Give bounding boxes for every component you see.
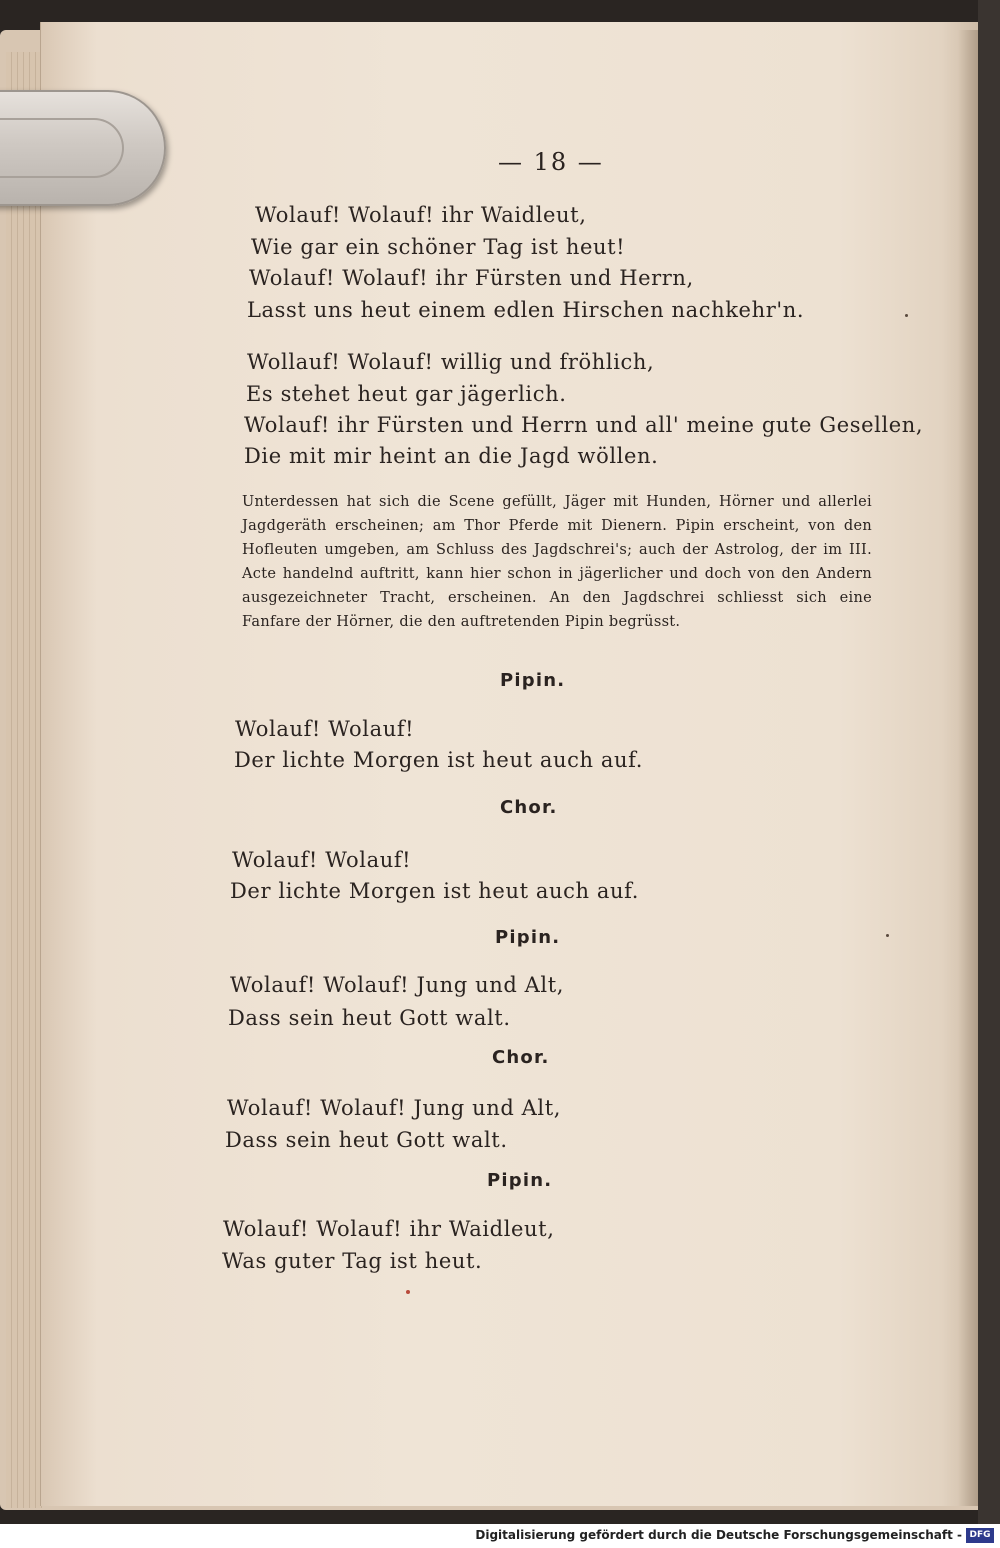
verse-line: Wolauf! ihr Fürsten und Herrn und all' meine gute Gesellen, bbox=[244, 413, 924, 437]
verse-line: Wolauf! Wolauf! bbox=[232, 848, 412, 872]
page-edges bbox=[6, 52, 42, 1508]
speaker-name: Pipin. bbox=[500, 670, 566, 691]
verse-line: Der lichte Morgen ist heut auch auf. bbox=[234, 748, 644, 772]
verse-line: Die mit mir heint an die Jagd wöllen. bbox=[244, 444, 659, 468]
verse-line: Dass sein heut Gott walt. bbox=[228, 1006, 511, 1030]
verse-line: Was guter Tag ist heut. bbox=[222, 1249, 483, 1273]
ink-speck bbox=[406, 1290, 410, 1294]
verse-line: Wolauf! Wolauf! ihr Fürsten und Herrn, bbox=[249, 266, 694, 290]
speaker-name: Chor. bbox=[492, 1047, 550, 1068]
ink-speck bbox=[905, 314, 908, 317]
page-number: — 18 — bbox=[498, 148, 604, 176]
verse-line: Wolauf! Wolauf! ihr Waidleut, bbox=[255, 203, 587, 227]
speaker-name: Pipin. bbox=[487, 1170, 553, 1191]
paper-clip-inner bbox=[0, 118, 124, 178]
verse-line: Lasst uns heut einem edlen Hirschen nachkehr'n. bbox=[247, 298, 805, 322]
verse-line: Wolauf! Wolauf! Jung und Alt, bbox=[227, 1096, 562, 1120]
dfg-logo: DFG bbox=[966, 1528, 994, 1543]
verse-line: Wolauf! Wolauf! bbox=[235, 717, 415, 741]
speaker-name: Chor. bbox=[500, 797, 558, 818]
paper-clip bbox=[0, 90, 166, 206]
verse-line: Wolauf! Wolauf! Jung und Alt, bbox=[230, 973, 565, 997]
verse-line: Wolauf! Wolauf! ihr Waidleut, bbox=[223, 1217, 555, 1241]
verse-line: Wollauf! Wolauf! willig und fröhlich, bbox=[247, 350, 655, 374]
verse-line: Der lichte Morgen ist heut auch auf. bbox=[230, 879, 640, 903]
verse-line: Dass sein heut Gott walt. bbox=[225, 1128, 508, 1152]
ink-speck bbox=[886, 934, 889, 937]
verse-line: Wie gar ein schöner Tag ist heut! bbox=[251, 235, 626, 259]
footer-credit: Digitalisierung gefördert durch die Deutsche Forschungsgemeinschaft - bbox=[475, 1528, 962, 1542]
stage-direction: Unterdessen hat sich die Scene gefüllt, Jäger mit Hunden, Hörner und allerlei Jagdgeräth erscheinen; am Thor Pferde mit Dienern. Pipin erscheint, von den Hofleuten umgeben, am Schluss des Jagdschrei's; auch der Astrolog, der im III. Acte handelnd auftritt, kann hier schon in jägerlicher und doch von den Andern ausgezeichneter Tracht, erscheinen. An den Jagdschrei schliesst sich eine Fanfare der Hörner, die den auftretenden Pipin begrüsst. bbox=[242, 494, 872, 630]
page-right-strip bbox=[978, 0, 1000, 1524]
footer-bar bbox=[0, 1524, 1000, 1548]
spine-shadow bbox=[958, 30, 978, 1506]
speaker-name: Pipin. bbox=[495, 927, 561, 948]
verse-line: Es stehet heut gar jägerlich. bbox=[246, 382, 567, 406]
